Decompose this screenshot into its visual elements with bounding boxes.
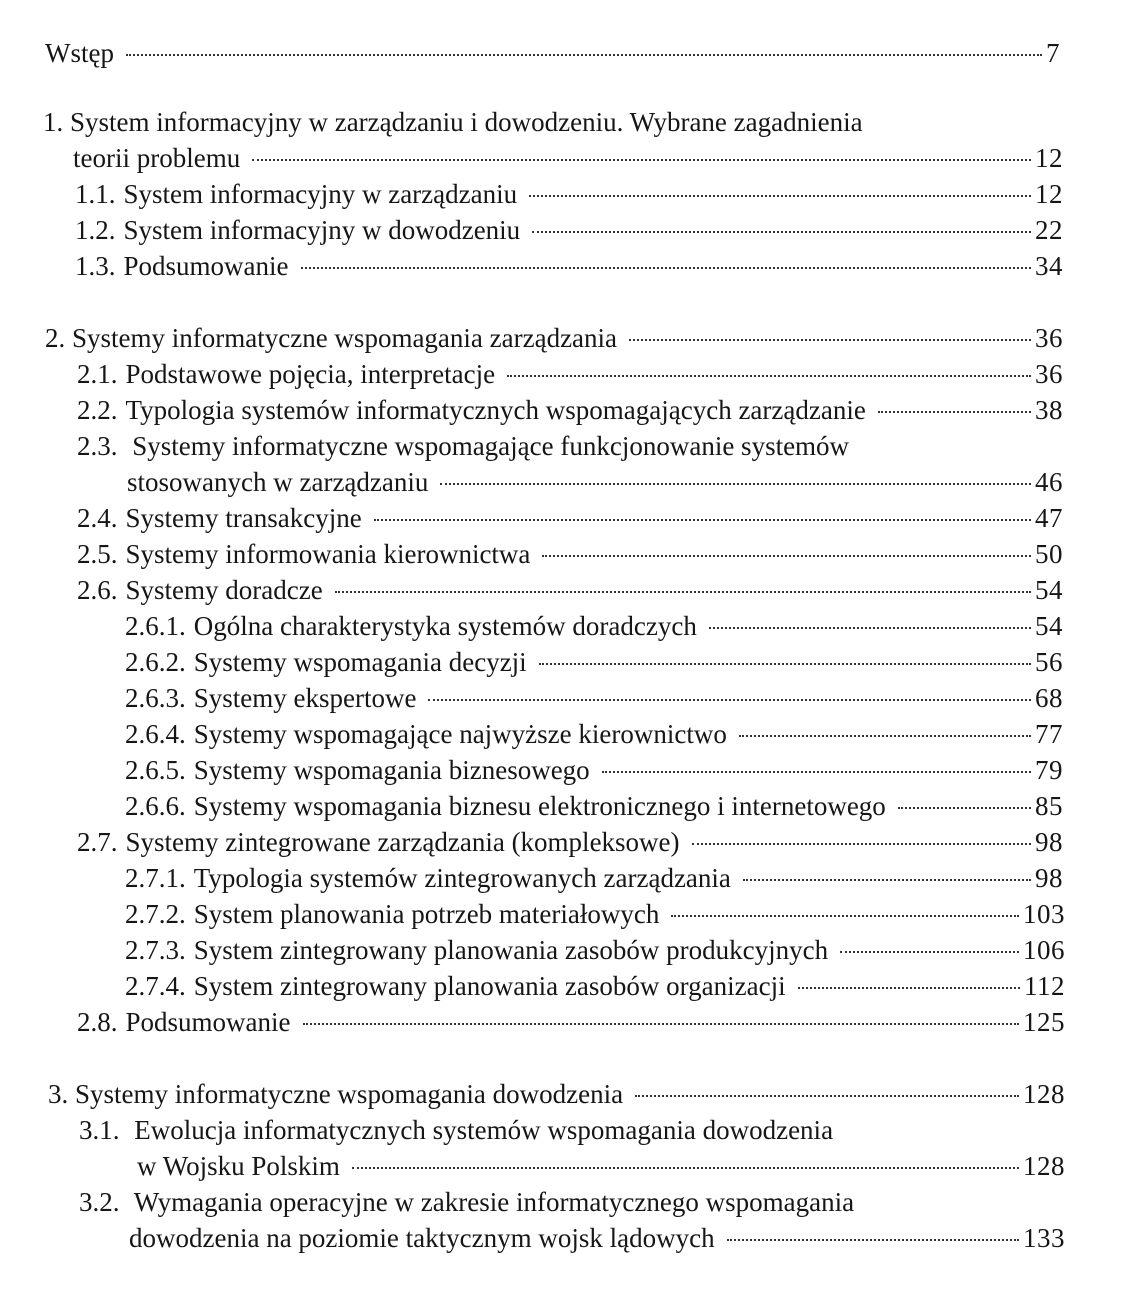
toc-section-number: 1.2.	[75, 215, 116, 245]
toc-entry-title: Ogólna charakterystyka systemów doradczych	[193, 611, 697, 641]
toc-section-2-8[interactable]	[77, 1005, 1065, 1039]
dot-leader	[898, 807, 1031, 809]
toc-entry-title: Systemy wspomagające najwyższe kierownictwo	[193, 719, 727, 749]
dot-leader	[529, 195, 1031, 197]
toc-page-number: 128	[1023, 1151, 1065, 1181]
toc-entry-title: 2. Systemy informatyczne wspomagania zarządzania	[45, 323, 618, 353]
toc-subsection-2-7-2[interactable]	[125, 897, 1065, 931]
dot-leader	[532, 231, 1031, 233]
toc-page-number: 98	[1035, 827, 1063, 857]
toc-entry-title: System planowania potrzeb materiałowych	[193, 899, 660, 929]
toc-entry-title: Systemy wspomagania biznesowego	[193, 755, 590, 785]
toc-section-number: 2.7.	[77, 827, 118, 857]
toc-page-number: 85	[1035, 791, 1063, 821]
toc-section-number: 2.7.1.	[125, 863, 186, 893]
dot-leader	[374, 519, 1031, 521]
toc-entry-title: Systemy doradcze	[125, 575, 323, 605]
toc-chapter-2[interactable]	[45, 321, 1063, 355]
dot-leader	[539, 663, 1031, 665]
toc-subsection-2-7-1[interactable]	[125, 861, 1063, 895]
toc-section-1-2[interactable]	[75, 213, 1063, 247]
toc-section-1-3[interactable]	[75, 249, 1063, 283]
toc-section-number: 3.1.	[79, 1115, 120, 1145]
toc-page-number: 7	[1046, 38, 1060, 68]
toc-chapter-1[interactable]	[73, 141, 1063, 175]
toc-section-number: 2.6.5.	[125, 755, 186, 785]
toc-subsection-2-6-1[interactable]	[125, 609, 1063, 643]
toc-section-2-4[interactable]	[77, 501, 1063, 535]
dot-leader	[743, 879, 1031, 881]
toc-subsection-2-6-5[interactable]	[125, 753, 1063, 787]
toc-section-number: 2.6.1.	[125, 611, 186, 641]
toc-page-number: 36	[1035, 359, 1063, 389]
toc-section-2-6[interactable]	[77, 573, 1063, 607]
toc-entry-title: Typologia systemów informatycznych wspomagających zarządzanie	[125, 395, 866, 425]
toc-subsection-2-7-3[interactable]	[125, 933, 1065, 967]
toc-entry-title: Podsumowanie	[123, 251, 289, 281]
toc-page-number: 112	[1024, 971, 1065, 1001]
toc-entry-title: Ewolucja informatycznych systemów wspomagania dowodzenia	[134, 1115, 834, 1145]
toc-page-number: 36	[1035, 323, 1063, 353]
toc-page-number: 34	[1035, 251, 1063, 281]
toc-entry-title: System informacyjny w zarządzaniu	[123, 179, 518, 209]
toc-page-number: 128	[1023, 1079, 1065, 1109]
toc-section-2-1[interactable]	[77, 357, 1063, 391]
toc-entry-title: Wymagania operacyjne w zakresie informatycznego wspomagania	[133, 1187, 855, 1217]
toc-page-number: 12	[1035, 143, 1063, 173]
toc-section-2-3-first-line[interactable]	[77, 429, 849, 463]
toc-page-number: 22	[1035, 215, 1063, 245]
toc-page-number: 98	[1035, 863, 1063, 893]
toc-section-number: 2.6.3.	[125, 683, 186, 713]
toc-section-2-5[interactable]	[77, 537, 1063, 571]
toc-section-number: 2.1.	[77, 359, 118, 389]
dot-leader	[878, 411, 1031, 413]
toc-page-number: 54	[1035, 575, 1063, 605]
toc-section-number: 3.2.	[79, 1187, 120, 1217]
toc-section-number: 2.5.	[77, 539, 118, 569]
toc-page-number: 38	[1035, 395, 1063, 425]
toc-entry-intro[interactable]	[45, 36, 1060, 70]
dot-leader	[542, 555, 1031, 557]
toc-entry-title: teorii problemu	[73, 143, 241, 173]
toc-section-number: 2.8.	[77, 1007, 118, 1037]
toc-section-number: 2.6.2.	[125, 647, 186, 677]
toc-page-number: 103	[1023, 899, 1065, 929]
dot-leader	[602, 771, 1031, 773]
toc-entry-title: Typologia systemów zintegrowanych zarządzania	[193, 863, 731, 893]
toc-subsection-2-6-4[interactable]	[125, 717, 1063, 751]
dot-leader	[798, 987, 1020, 989]
toc-section-number: 2.7.2.	[125, 899, 186, 929]
toc-entry-title: Podstawowe pojęcia, interpretacje	[125, 359, 496, 389]
dot-leader	[335, 591, 1031, 593]
dot-leader	[692, 843, 1031, 845]
dot-leader	[428, 699, 1031, 701]
toc-entry-title: w Wojsku Polskim	[137, 1151, 340, 1181]
toc-entry-title: 3. Systemy informatyczne wspomagania dowodzenia	[48, 1079, 624, 1109]
toc-section-2-7[interactable]	[77, 825, 1063, 859]
dot-leader	[352, 1167, 1019, 1169]
toc-entry-title: Systemy informowania kierownictwa	[125, 539, 531, 569]
toc-section-number: 1.3.	[75, 251, 116, 281]
toc-entry-title: dowodzenia na poziomie taktycznym wojsk lądowych	[129, 1223, 715, 1253]
dot-leader	[126, 54, 1042, 56]
dot-leader	[739, 735, 1031, 737]
toc-entry-title: stosowanych w zarządzaniu	[127, 467, 429, 497]
toc-chapter-1-heading-line[interactable]	[43, 105, 863, 139]
toc-subsection-2-7-4[interactable]	[125, 969, 1065, 1003]
toc-entry-title: Systemy ekspertowe	[193, 683, 417, 713]
toc-section-1-1[interactable]	[75, 177, 1063, 211]
toc-section-3-1[interactable]	[137, 1149, 1065, 1183]
toc-section-2-2[interactable]	[77, 393, 1063, 427]
toc-page-number: 79	[1035, 755, 1063, 785]
toc-entry-title: Systemy zintegrowane zarządzania (kompleksowe)	[125, 827, 680, 857]
toc-subsection-2-6-6[interactable]	[125, 789, 1063, 823]
toc-page-number: 46	[1035, 467, 1063, 497]
dot-leader	[635, 1095, 1019, 1097]
dot-leader	[840, 951, 1019, 953]
toc-page-number: 56	[1035, 647, 1063, 677]
toc-page-number: 50	[1035, 539, 1063, 569]
toc-section-number: 2.6.6.	[125, 791, 186, 821]
toc-entry-title: System zintegrowany planowania zasobów produkcyjnych	[193, 935, 829, 965]
toc-page-number: 77	[1035, 719, 1063, 749]
toc-section-number: 2.4.	[77, 503, 118, 533]
toc-section-number: 2.3.	[77, 431, 118, 461]
dot-leader	[301, 267, 1032, 269]
toc-entry-title: System zintegrowany planowania zasobów organizacji	[193, 971, 786, 1001]
toc-entry-title: Wstęp	[45, 38, 114, 68]
toc-entry-title: Systemy transakcyjne	[125, 503, 362, 533]
toc-section-3-2-first-line[interactable]	[79, 1185, 854, 1219]
dot-leader	[303, 1023, 1020, 1025]
toc-entry-title: Systemy informatyczne wspomagające funkcjonowanie systemów	[132, 431, 850, 461]
toc-page-number: 68	[1035, 683, 1063, 713]
toc-section-3-1-first-line[interactable]	[79, 1113, 833, 1147]
toc-section-number: 2.2.	[77, 395, 118, 425]
toc-section-number: 1.1.	[75, 179, 116, 209]
toc-chapter-3[interactable]	[48, 1077, 1065, 1111]
toc-entry-title: System informacyjny w dowodzeniu	[123, 215, 521, 245]
toc-entry-title: Podsumowanie	[125, 1007, 291, 1037]
toc-section-2-3[interactable]	[127, 465, 1063, 499]
dot-leader	[727, 1239, 1019, 1241]
toc-section-number: 2.6.4.	[125, 719, 186, 749]
toc-page-number: 133	[1023, 1223, 1065, 1253]
toc-entry-title: Systemy wspomagania biznesu elektronicznego i internetowego	[193, 791, 886, 821]
dot-leader	[252, 159, 1031, 161]
toc-section-3-2[interactable]	[129, 1221, 1065, 1255]
toc-entry-title: 1. System informacyjny w zarządzaniu i dowodzeniu. Wybrane zagadnienia	[43, 107, 863, 137]
toc-subsection-2-6-3[interactable]	[125, 681, 1063, 715]
toc-page-number: 47	[1035, 503, 1063, 533]
toc-section-number: 2.7.3.	[125, 935, 186, 965]
toc-page-number: 12	[1035, 179, 1063, 209]
toc-page-number: 54	[1035, 611, 1063, 641]
dot-leader	[671, 915, 1019, 917]
toc-section-number: 2.6.	[77, 575, 118, 605]
toc-entry-title: Systemy wspomagania decyzji	[193, 647, 527, 677]
dot-leader	[440, 483, 1031, 485]
toc-page-number: 106	[1023, 935, 1065, 965]
toc-page-number: 125	[1023, 1007, 1065, 1037]
dot-leader	[629, 339, 1031, 341]
dot-leader	[507, 375, 1031, 377]
toc-section-number: 2.7.4.	[125, 971, 186, 1001]
dot-leader	[709, 627, 1031, 629]
toc-subsection-2-6-2[interactable]	[125, 645, 1063, 679]
